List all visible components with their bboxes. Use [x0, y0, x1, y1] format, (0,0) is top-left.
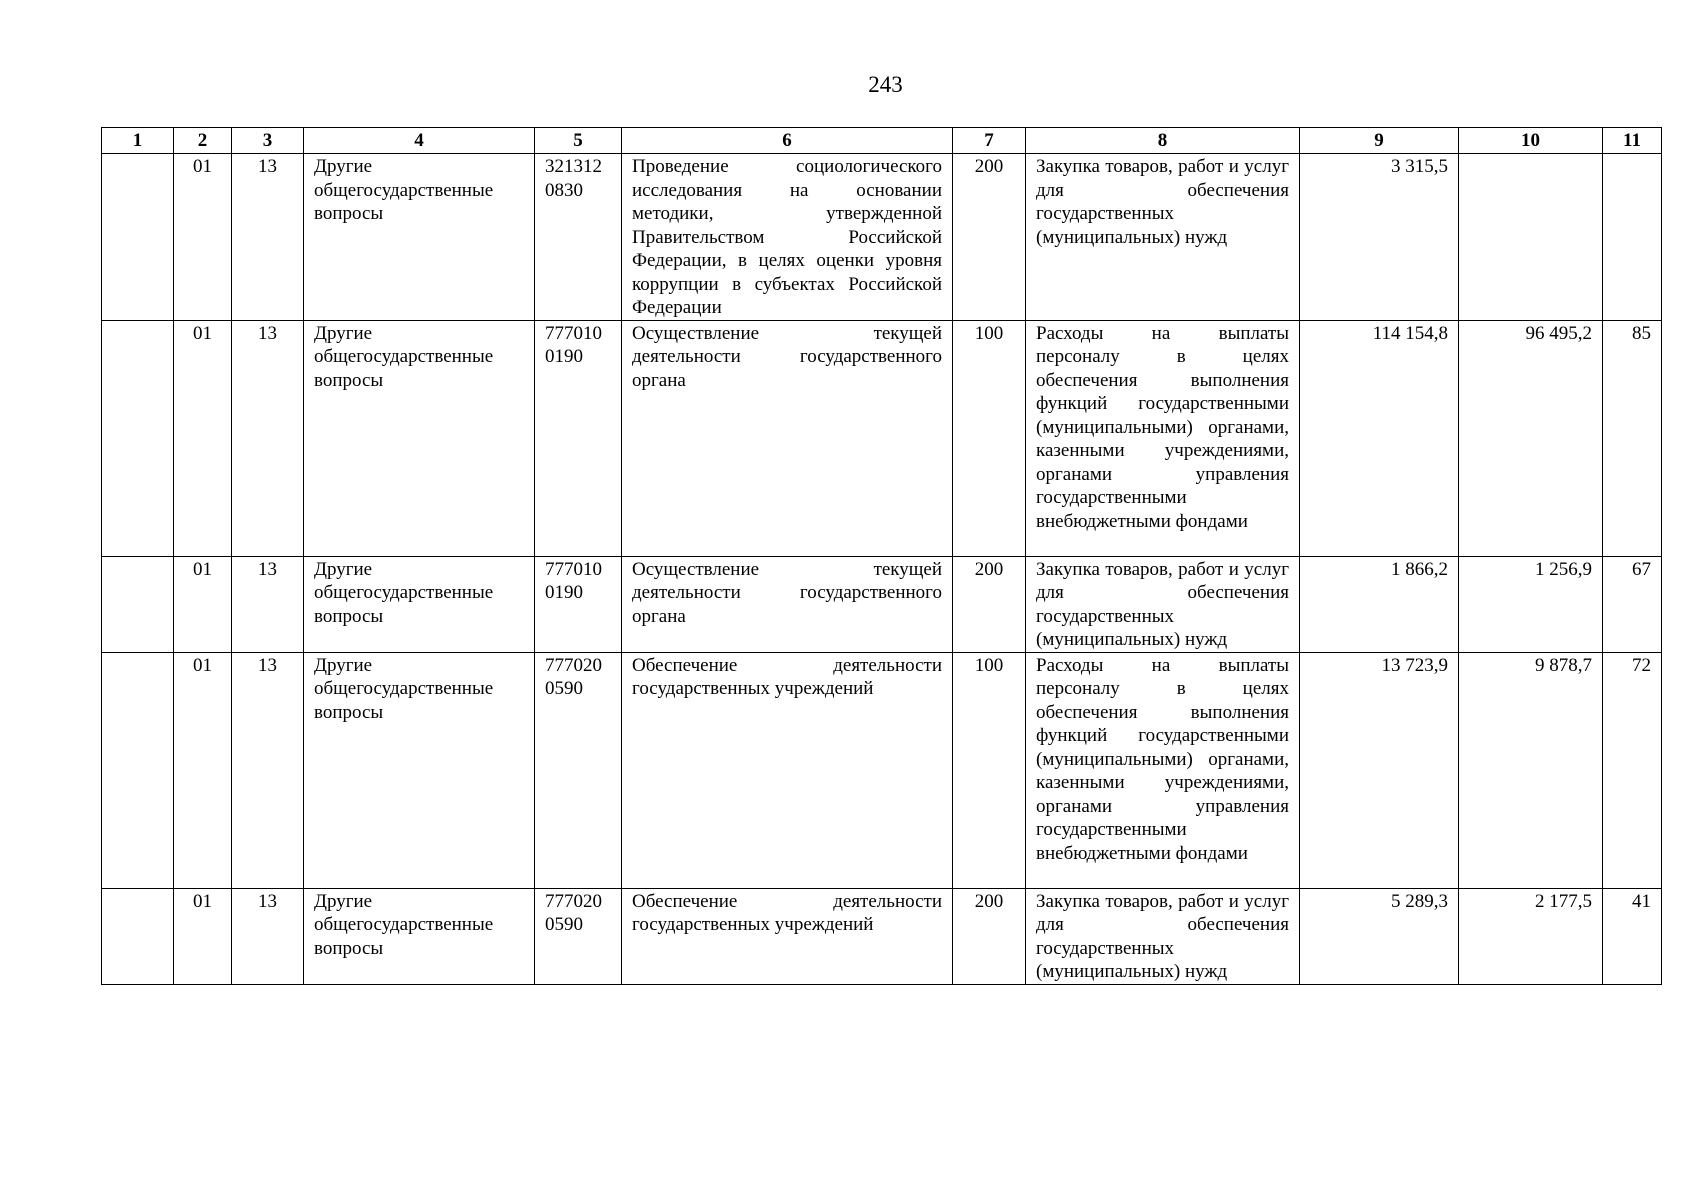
cell-target-code: 777010 0190 — [535, 556, 622, 652]
table-row — [102, 320, 1662, 556]
cell-amount-fact: 1 256,9 — [1459, 556, 1603, 652]
cell-amount-fact — [1459, 154, 1603, 321]
cell-target-code: 777010 0190 — [535, 320, 622, 556]
cell-target-name: Осуществление текущей деятельности государственного органа — [622, 556, 953, 652]
cell-percent — [1603, 154, 1662, 321]
budget-table — [101, 127, 1662, 985]
header-col-10: 10 — [1459, 128, 1603, 154]
cell-expense-name: Закупка товаров, работ и услуг для обеспечения государственных (муниципальных) нужд — [1026, 556, 1300, 652]
cell-col-1 — [102, 154, 174, 321]
cell-amount-fact: 96 495,2 — [1459, 320, 1603, 556]
header-col-7: 7 — [953, 128, 1026, 154]
cell-col-1 — [102, 556, 174, 652]
page-number: 243 — [868, 72, 903, 97]
cell-target-name: Осуществление текущей деятельности государственного органа — [622, 320, 953, 556]
cell-subsection-name: Другие общегосударственные вопросы — [304, 888, 535, 984]
cell-expense-type: 200 — [953, 556, 1026, 652]
cell-amount-plan: 3 315,5 — [1300, 154, 1459, 321]
cell-expense-name: Расходы на выплаты персоналу в целях обеспечения выполнения функций государственными (муниципальными) органами, казенными учреждениями, органами управления государственными внебюджетными фондами — [1026, 320, 1300, 556]
cell-expense-type: 200 — [953, 888, 1026, 984]
cell-percent: 85 — [1603, 320, 1662, 556]
cell-subsection-name: Другие общегосударственные вопросы — [304, 652, 535, 888]
header-col-11: 11 — [1603, 128, 1662, 154]
table-row — [102, 652, 1662, 888]
cell-subsection: 13 — [232, 652, 304, 888]
cell-expense-name: Закупка товаров, работ и услуг для обеспечения государственных (муниципальных) нужд — [1026, 154, 1300, 321]
cell-target-name: Проведение социологического исследования на основании методики, утвержденной Правительством Российской Федерации, в целях оценки уровня коррупции в субъектах Российской Федерации — [622, 154, 953, 321]
header-col-5: 5 — [535, 128, 622, 154]
cell-col-1 — [102, 320, 174, 556]
cell-subsection-name: Другие общегосударственные вопросы — [304, 154, 535, 321]
header-col-2: 2 — [174, 128, 232, 154]
cell-amount-plan: 114 154,8 — [1300, 320, 1459, 556]
cell-section: 01 — [174, 652, 232, 888]
cell-target-code: 777020 0590 — [535, 888, 622, 984]
cell-amount-plan: 13 723,9 — [1300, 652, 1459, 888]
header-col-1: 1 — [102, 128, 174, 154]
cell-target-name: Обеспечение деятельности государственных учреждений — [622, 888, 953, 984]
cell-expense-type: 100 — [953, 652, 1026, 888]
cell-expense-name: Закупка товаров, работ и услуг для обеспечения государственных (муниципальных) нужд — [1026, 888, 1300, 984]
cell-col-1 — [102, 652, 174, 888]
cell-subsection: 13 — [232, 888, 304, 984]
cell-target-code: 777020 0590 — [535, 652, 622, 888]
cell-subsection: 13 — [232, 556, 304, 652]
cell-target-code: 321312 0830 — [535, 154, 622, 321]
table-row — [102, 154, 1662, 321]
cell-target-name: Обеспечение деятельности государственных учреждений — [622, 652, 953, 888]
cell-subsection: 13 — [232, 320, 304, 556]
cell-expense-type: 200 — [953, 154, 1026, 321]
cell-expense-type: 100 — [953, 320, 1026, 556]
cell-section: 01 — [174, 320, 232, 556]
cell-col-1 — [102, 888, 174, 984]
header-col-8: 8 — [1026, 128, 1300, 154]
cell-amount-fact: 2 177,5 — [1459, 888, 1603, 984]
cell-subsection-name: Другие общегосударственные вопросы — [304, 556, 535, 652]
cell-section: 01 — [174, 556, 232, 652]
cell-percent: 41 — [1603, 888, 1662, 984]
cell-section: 01 — [174, 154, 232, 321]
header-col-6: 6 — [622, 128, 953, 154]
cell-subsection-name: Другие общегосударственные вопросы — [304, 320, 535, 556]
table-row — [102, 556, 1662, 652]
header-col-4: 4 — [304, 128, 535, 154]
cell-section: 01 — [174, 888, 232, 984]
cell-percent: 72 — [1603, 652, 1662, 888]
cell-expense-name: Расходы на выплаты персоналу в целях обеспечения выполнения функций государственными (муниципальными) органами, казенными учреждениями, органами управления государственными внебюджетными фондами — [1026, 652, 1300, 888]
cell-amount-plan: 1 866,2 — [1300, 556, 1459, 652]
cell-amount-fact: 9 878,7 — [1459, 652, 1603, 888]
table-row — [102, 888, 1662, 984]
cell-percent: 67 — [1603, 556, 1662, 652]
header-col-9: 9 — [1300, 128, 1459, 154]
cell-subsection: 13 — [232, 154, 304, 321]
table-header-row — [102, 128, 1662, 154]
cell-amount-plan: 5 289,3 — [1300, 888, 1459, 984]
header-col-3: 3 — [232, 128, 304, 154]
